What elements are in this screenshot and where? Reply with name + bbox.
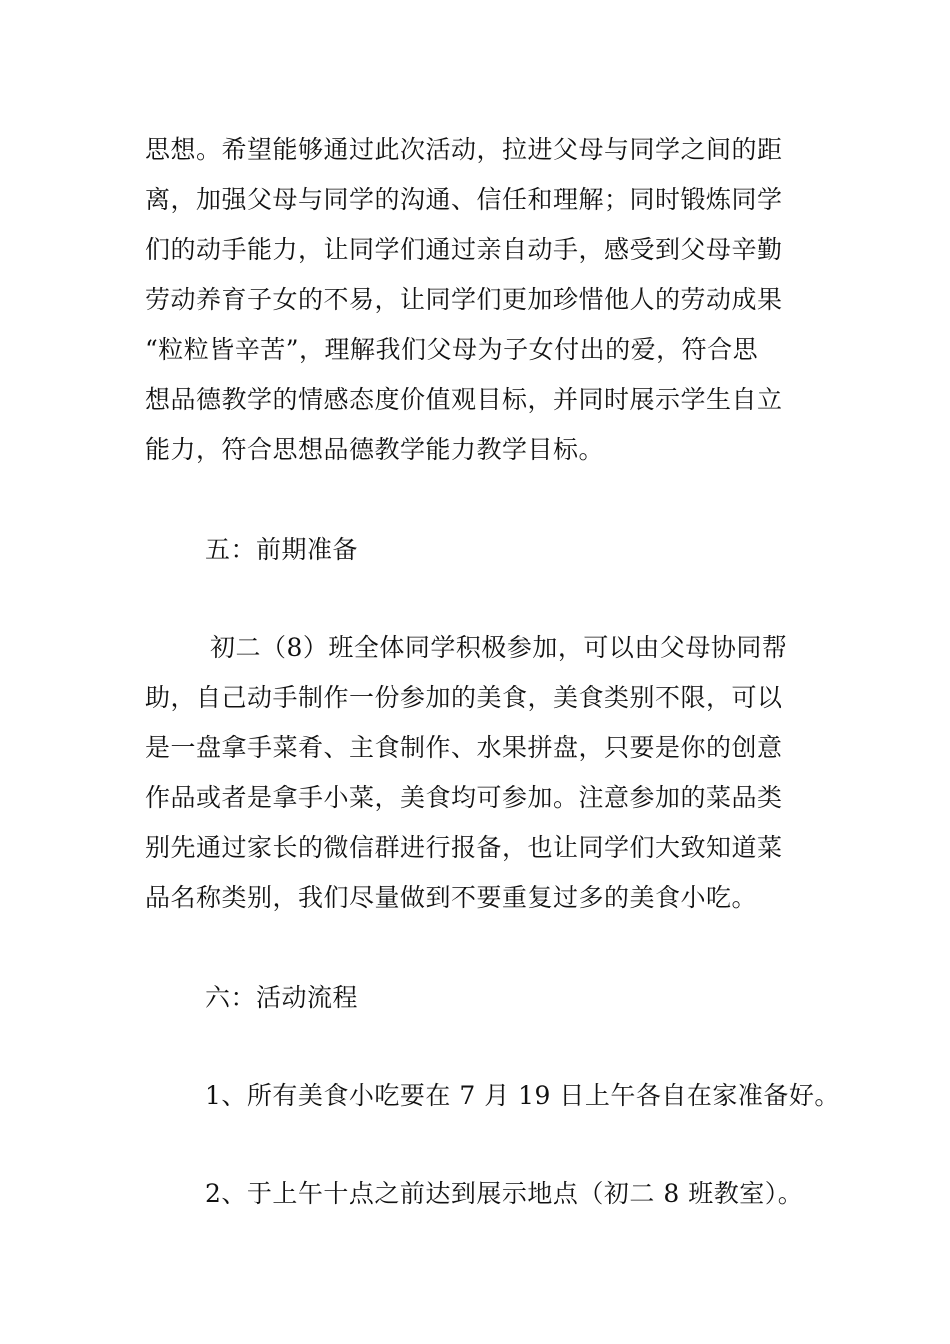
paragraph-line: 劳动养育子女的不易，让同学们更加珍惜他人的劳动成果: [145, 285, 783, 314]
paragraph-line: 能力，符合思想品德教学能力教学目标。: [145, 435, 605, 464]
section-heading: 五：前期准备: [205, 535, 359, 564]
paragraph-line: 思想。希望能够通过此次活动，拉进父母与同学之间的距: [145, 135, 783, 164]
paragraph-line: 是一盘拿手菜肴、主食制作、水果拼盘，只要是你的创意: [145, 733, 783, 762]
paragraph-line: 初二（8）班全体同学积极参加，可以由父母协同帮: [210, 633, 788, 662]
list-item: 2、于上午十点之前达到展示地点（初二 8 班教室）。: [205, 1179, 804, 1208]
paragraph-line: 们的动手能力，让同学们通过亲自动手，感受到父母辛勤: [145, 235, 783, 264]
list-item: 1、所有美食小吃要在 7 月 19 日上午各自在家准备好。: [205, 1081, 840, 1110]
paragraph-line: 助，自己动手制作一份参加的美食，美食类别不限，可以: [145, 683, 783, 712]
section-heading: 六：活动流程: [205, 983, 359, 1012]
paragraph-line: “粒粒皆辛苦”，理解我们父母为子女付出的爱，符合思: [145, 335, 759, 364]
paragraph-line: 想品德教学的情感态度价值观目标，并同时展示学生自立: [145, 385, 783, 414]
paragraph-line: 别先通过家长的微信群进行报备，也让同学们大致知道菜: [145, 833, 783, 862]
paragraph-line: 作品或者是拿手小菜，美食均可参加。注意参加的菜品类: [145, 783, 783, 812]
paragraph-line: 离，加强父母与同学的沟通、信任和理解；同时锻炼同学: [145, 185, 783, 214]
paragraph-line: 品名称类别，我们尽量做到不要重复过多的美食小吃。: [145, 883, 758, 912]
